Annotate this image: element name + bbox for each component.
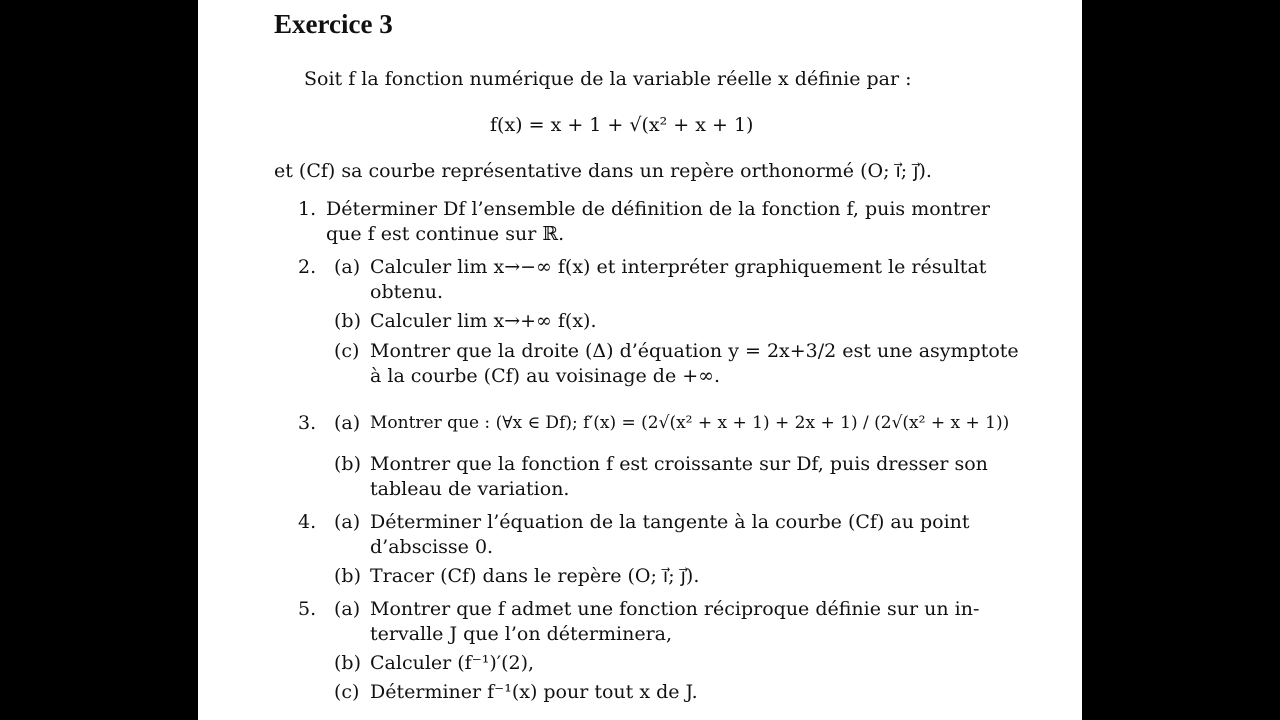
- question-5-number: 5.: [298, 598, 317, 620]
- question-5a-text-line-2: tervalle J que l’on déterminera,: [370, 623, 673, 645]
- question-4b-text: Tracer (Cf) dans le repère (O; i⃗; j⃗).: [370, 565, 700, 587]
- question-1-text-line-2: que f est continue sur ℝ.: [326, 223, 565, 245]
- question-3b-label: (b): [334, 453, 361, 475]
- question-2c-text-line-1: Montrer que la droite (Δ) d’équation y = 2x+3/2 est une asymptote: [370, 340, 1019, 362]
- question-2a-label: (a): [334, 256, 361, 278]
- question-3a-text: Montrer que : (∀x ∈ Df); f′(x) = (2√(x² + x + 1) + 2x + 1) / (2√(x² + x + 1)): [370, 413, 1010, 433]
- question-5a-label: (a): [334, 598, 361, 620]
- question-4a-text-line-1: Déterminer l’équation de la tangente à la courbe (Cf) au point: [370, 511, 970, 533]
- question-4a-label: (a): [334, 511, 361, 533]
- question-2a-text-line-2: obtenu.: [370, 281, 443, 303]
- question-5c-label: (c): [334, 681, 360, 703]
- question-2c-text-line-2: à la courbe (Cf) au voisinage de +∞.: [370, 365, 721, 387]
- question-3b-text-line-1: Montrer que la fonction f est croissante sur Df, puis dresser son: [370, 453, 988, 475]
- question-2b-label: (b): [334, 310, 361, 332]
- question-4-number: 4.: [298, 511, 317, 533]
- question-2c-label: (c): [334, 340, 360, 362]
- question-4b-label: (b): [334, 565, 361, 587]
- intro-line-2: et (Cf) sa courbe représentative dans un repère orthonormé (O; i⃗; j⃗).: [274, 160, 932, 182]
- question-3b-text-line-2: tableau de variation.: [370, 478, 570, 500]
- question-3-number: 3.: [298, 412, 317, 434]
- function-formula: f(x) = x + 1 + √(x² + x + 1): [490, 114, 754, 136]
- question-2b-text: Calculer lim x→+∞ f(x).: [370, 310, 597, 332]
- document-page: [198, 0, 1082, 720]
- question-5c-text: Déterminer f⁻¹(x) pour tout x de J.: [370, 681, 698, 703]
- question-3a-label: (a): [334, 412, 361, 434]
- question-5b-label: (b): [334, 652, 361, 674]
- question-5a-text-line-1: Montrer que f admet une fonction réciproque définie sur un in-: [370, 598, 980, 620]
- question-2a-text-line-1: Calculer lim x→−∞ f(x) et interpréter graphiquement le résultat: [370, 256, 987, 278]
- intro-line-1: Soit f la fonction numérique de la variable réelle x définie par :: [304, 68, 912, 90]
- question-1-number: 1.: [298, 198, 317, 220]
- question-4a-text-line-2: d’abscisse 0.: [370, 536, 494, 558]
- question-5b-text: Calculer (f⁻¹)′(2),: [370, 652, 535, 674]
- question-2-number: 2.: [298, 256, 317, 278]
- exercise-title: Exercice 3: [274, 9, 393, 39]
- question-1-text-line-1: Déterminer Df l’ensemble de définition de la fonction f, puis montrer: [326, 198, 990, 220]
